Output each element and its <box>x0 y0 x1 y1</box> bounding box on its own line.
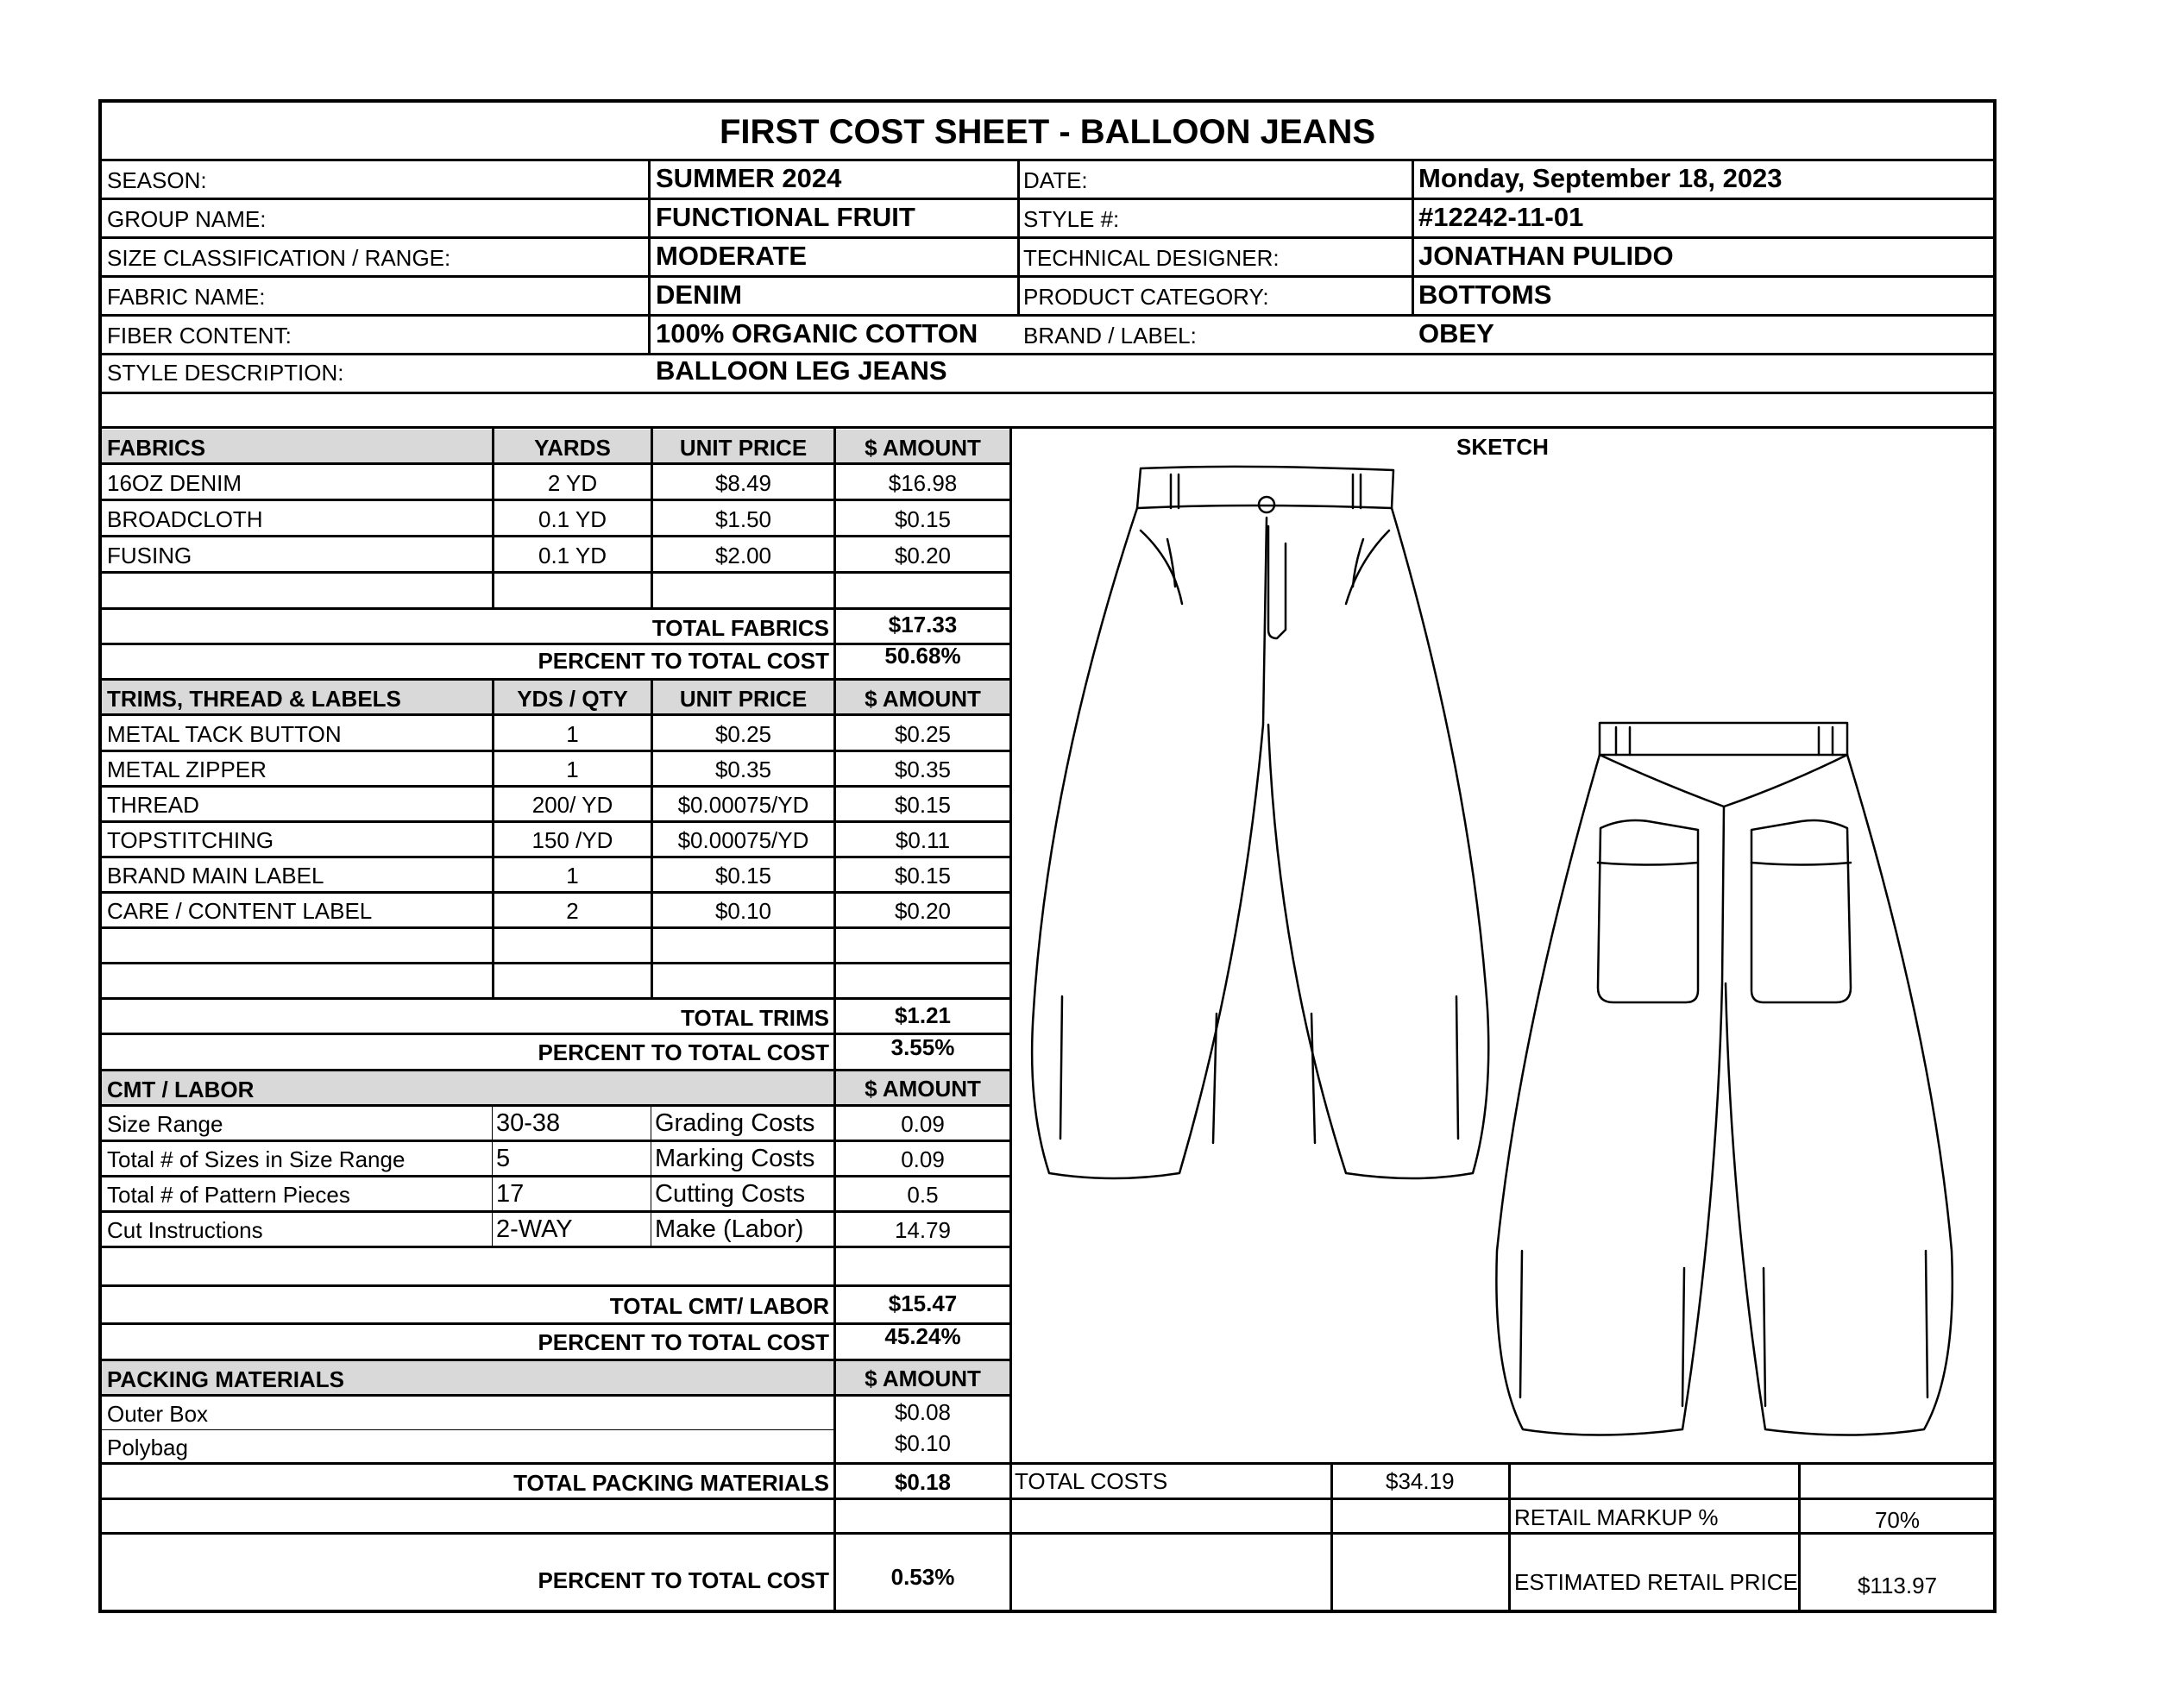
trim-row-qty: 150 /YD <box>531 827 613 853</box>
trim-row-name: CARE / CONTENT LABEL <box>107 898 373 924</box>
style-desc-value: BALLOON LEG JEANS <box>656 355 947 386</box>
cmt-row-cost-label: Cutting Costs <box>655 1180 806 1208</box>
cmt-header: CMT / LABOR <box>107 1077 255 1102</box>
markup-value: 70% <box>1874 1507 1921 1533</box>
cmt-pct-label: PERCENT TO TOTAL COST <box>538 1329 829 1355</box>
total-cmt-label: TOTAL CMT/ LABOR <box>609 1293 829 1319</box>
trim-row-qty: 1 <box>566 863 579 889</box>
packing-row-amount: $0.08 <box>894 1399 952 1425</box>
trim-row-unit: $0.15 <box>714 863 772 889</box>
fabric-label: FABRIC NAME: <box>107 284 266 310</box>
trim-row-unit: $0.35 <box>714 757 772 782</box>
fabric-row-amount: $0.20 <box>894 543 952 568</box>
brand-label: BRAND / LABEL: <box>1023 323 1197 349</box>
cmt-row-label: Total # of Pattern Pieces <box>107 1182 350 1208</box>
size-label: SIZE CLASSIFICATION / RANGE: <box>107 245 451 271</box>
cmt-row-cost: 0.09 <box>901 1146 945 1172</box>
packing-header: PACKING MATERIALS <box>107 1366 344 1392</box>
packing-pct-value: 0.53% <box>890 1564 955 1590</box>
fabrics-unit-header: UNIT PRICE <box>679 435 808 461</box>
packing-row-amount: $0.10 <box>894 1430 952 1456</box>
total-fabrics-value: $17.33 <box>888 612 958 637</box>
cmt-row-cost: 0.5 <box>907 1182 939 1208</box>
total-trims-value: $1.21 <box>894 1002 952 1028</box>
trim-row-name: THREAD <box>107 792 199 818</box>
fabrics-header: FABRICS <box>107 435 206 461</box>
brand-value: OBEY <box>1418 318 1494 349</box>
packing-row-name: Polybag <box>107 1435 188 1460</box>
trim-row-amount: $0.15 <box>894 863 952 889</box>
trims-header: TRIMS, THREAD & LABELS <box>107 686 401 712</box>
cmt-row-cost-label: Marking Costs <box>655 1145 815 1172</box>
trim-row-amount: $0.35 <box>894 757 952 782</box>
total-fabrics-label: TOTAL FABRICS <box>651 615 829 641</box>
trim-row-unit: $0.00075/YD <box>677 827 809 853</box>
category-label: PRODUCT CATEGORY: <box>1023 284 1269 310</box>
packing-pct-label: PERCENT TO TOTAL COST <box>538 1567 829 1593</box>
fabric-row-name: BROADCLOTH <box>107 506 263 532</box>
fabric-row-unit: $1.50 <box>714 506 772 532</box>
sheet-title: FIRST COST SHEET - BALLOON JEANS <box>719 113 1376 151</box>
packing-amount-header: $ AMOUNT <box>865 1366 981 1391</box>
fabric-row-amount: $0.15 <box>894 506 952 532</box>
retail-label: ESTIMATED RETAIL PRICE <box>1514 1569 1798 1595</box>
trim-row-qty: 200/ YD <box>531 792 613 818</box>
fabric-row-yards: 0.1 YD <box>538 543 607 568</box>
fabrics-pct-value: 50.68% <box>884 643 961 669</box>
fabrics-amount-header: $ AMOUNT <box>865 435 981 461</box>
cmt-row-value: 30-38 <box>496 1109 561 1137</box>
trim-row-name: BRAND MAIN LABEL <box>107 863 324 889</box>
trim-row-amount: $0.15 <box>894 792 952 818</box>
category-value: BOTTOMS <box>1418 279 1552 310</box>
cmt-row-label: Cut Instructions <box>107 1217 263 1243</box>
trims-pct-value: 3.55% <box>890 1034 955 1060</box>
cmt-row-value: 17 <box>496 1180 525 1208</box>
sketch-label: SKETCH <box>1456 434 1549 460</box>
trim-row-unit: $0.25 <box>714 721 772 747</box>
date-value: Monday, September 18, 2023 <box>1418 163 1783 193</box>
total-packing-value: $0.18 <box>894 1469 952 1495</box>
total-costs-label: TOTAL COSTS <box>1015 1468 1168 1494</box>
trim-row-amount: $0.11 <box>895 827 951 853</box>
fabric-row-unit: $8.49 <box>714 470 772 496</box>
group-label: GROUP NAME: <box>107 206 267 232</box>
trim-row-name: TOPSTITCHING <box>107 827 274 853</box>
size-value: MODERATE <box>656 241 808 271</box>
trims-pct-label: PERCENT TO TOTAL COST <box>538 1039 829 1065</box>
trim-row-name: METAL TACK BUTTON <box>107 721 342 747</box>
fabric-row-unit: $2.00 <box>714 543 772 568</box>
packing-row-name: Outer Box <box>107 1401 209 1427</box>
trim-row-amount: $0.25 <box>894 721 952 747</box>
trim-row-amount: $0.20 <box>894 898 952 924</box>
trim-row-name: METAL ZIPPER <box>107 757 267 782</box>
fabrics-yards-header: YARDS <box>534 435 611 461</box>
style-no-value: #12242-11-01 <box>1418 202 1584 232</box>
fabric-row-name: 16OZ DENIM <box>107 470 242 496</box>
trims-unit-header: UNIT PRICE <box>679 686 808 712</box>
trims-qty-header: YDS / QTY <box>517 686 628 712</box>
trim-row-unit: $0.00075/YD <box>677 792 809 818</box>
total-packing-label: TOTAL PACKING MATERIALS <box>513 1470 829 1496</box>
date-label: DATE: <box>1023 167 1088 193</box>
tech-label: TECHNICAL DESIGNER: <box>1023 245 1280 271</box>
total-cmt-value: $15.47 <box>888 1290 958 1316</box>
group-value: FUNCTIONAL FRUIT <box>656 202 915 232</box>
fabrics-pct-label: PERCENT TO TOTAL COST <box>538 648 829 674</box>
cmt-pct-value: 45.24% <box>884 1323 961 1349</box>
trim-row-qty: 1 <box>566 721 579 747</box>
trim-row-qty: 2 <box>566 898 579 924</box>
cmt-row-value: 2-WAY <box>496 1215 573 1243</box>
center-divider <box>1009 426 1012 1610</box>
fiber-value: 100% ORGANIC COTTON <box>656 318 978 349</box>
fabric-row-yards: 2 YD <box>547 470 598 496</box>
total-costs-value: $34.19 <box>1386 1468 1455 1494</box>
total-trims-label: TOTAL TRIMS <box>681 1005 829 1031</box>
cmt-row-cost-label: Make (Labor) <box>655 1215 804 1243</box>
markup-label: RETAIL MARKUP % <box>1514 1504 1719 1530</box>
cmt-row-cost-label: Grading Costs <box>655 1109 815 1137</box>
tech-value: JONATHAN PULIDO <box>1418 241 1674 271</box>
cmt-row-cost: 14.79 <box>894 1217 952 1243</box>
cmt-amount-header: $ AMOUNT <box>865 1076 981 1102</box>
cmt-row-value: 5 <box>496 1145 511 1172</box>
fabric-row-name: FUSING <box>107 543 192 568</box>
cmt-row-label: Size Range <box>107 1111 223 1137</box>
fabric-row-yards: 0.1 YD <box>538 506 607 532</box>
style-desc-label: STYLE DESCRIPTION: <box>107 360 344 386</box>
cost-sheet <box>98 99 1997 1613</box>
retail-value: $113.97 <box>1857 1573 1938 1598</box>
fabric-row-amount: $16.98 <box>888 470 958 496</box>
cmt-row-label: Total # of Sizes in Size Range <box>107 1146 406 1172</box>
trim-row-unit: $0.10 <box>714 898 772 924</box>
trim-row-qty: 1 <box>566 757 579 782</box>
fiber-label: FIBER CONTENT: <box>107 323 292 349</box>
fabric-value: DENIM <box>656 279 742 310</box>
divider <box>102 159 1993 161</box>
style-no-label: STYLE #: <box>1023 206 1120 232</box>
season-label: SEASON: <box>107 167 207 193</box>
trims-amount-header: $ AMOUNT <box>865 686 981 712</box>
cmt-row-cost: 0.09 <box>901 1111 945 1137</box>
season-value: SUMMER 2024 <box>656 163 842 193</box>
